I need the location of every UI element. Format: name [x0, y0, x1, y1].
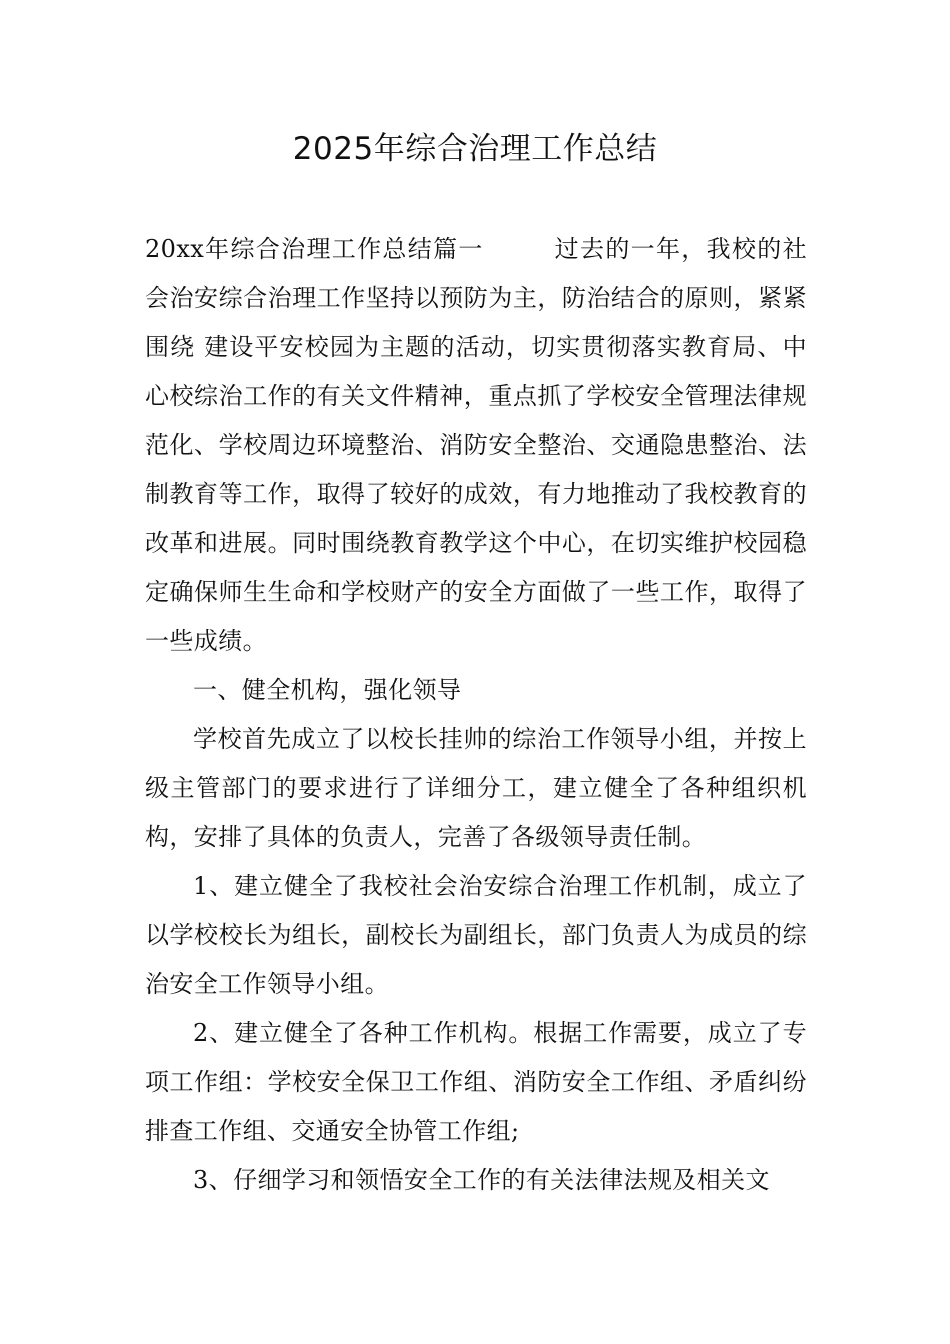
document-title: 2025年综合治理工作总结 [292, 131, 658, 167]
document-body [145, 225, 807, 1205]
body-paragraph-4: 3、仔细学习和领悟安全工作的有关法律法规及相关文 [193, 1166, 770, 1194]
section-heading: 一、健全机构，强化领导 [193, 676, 462, 704]
body-paragraph-1: 学校首先成立了以校长挂帅的综治工作领导小组，并按上级主管部门的要求进行了详细分工，建立健全了各种组织机构，安排了具体的负责人，完善了各级领导责任制。 [145, 725, 807, 851]
body-paragraph-2: 1、建立健全了我校社会治安综合治理工作机制，成立了以学校校长为组长，副校长为副组长，部门负责人为成员的综治安全工作领导小组。 [145, 872, 807, 998]
body-paragraph-3: 2、建立健全了各种工作机构。根据工作需要，成立了专项工作组：学校安全保卫工作组、消防安全工作组、矛盾纠纷排查工作组、交通安全协管工作组; [145, 1019, 807, 1145]
intro-prefix: 20xx年综合治理工作总结篇一 [145, 235, 484, 263]
intro-text: 过去的一年，我校的社会治安综合治理工作坚持以预防为主，防治结合的原则，紧紧围绕 建设平安校园为主题的活动，切实贯彻落实教育局、中心校综治工作的有关文件精神，重点抓了学校安全管理法律规范化、学校周边环境整治、消防安全整治、交通隐患整治、法制教育等工作，取得了较好的成效，有力地推动了我校教育的改革和进展。同时围绕教育教学这个中心，在切实维护校园稳定确保师生生命和学校财产的安全方面做了一些工作，取得了一些成绩。 [145, 235, 808, 655]
intro-paragraph [145, 225, 807, 666]
